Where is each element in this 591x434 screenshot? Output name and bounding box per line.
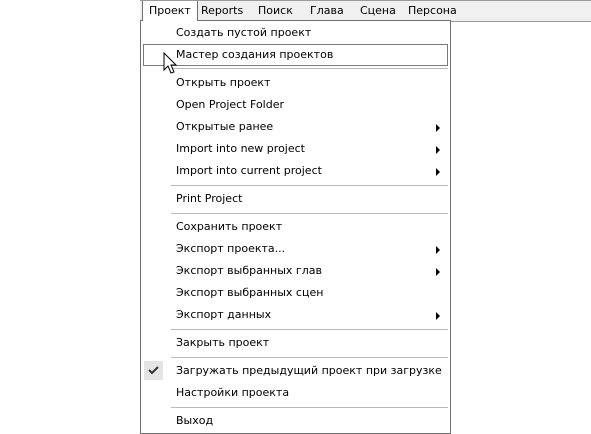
menu-item-label: Open Project Folder [176,98,285,111]
menu-item-label: Import into new project [176,142,305,155]
menu-item-label: Print Project [176,192,243,205]
menu-item-import-current-project[interactable] [141,160,450,182]
menu-item-label: Экспорт выбранных глав [176,264,322,277]
menu-item-label: Экспорт данных [176,308,272,321]
menu-item-open-project-folder[interactable] [141,94,450,116]
project-dropdown-menu [140,20,451,434]
menubar-item-characters[interactable]: Персона [408,4,457,17]
menu-item-label: Открытые ранее [176,120,274,133]
menu-item-export-selected-scenes[interactable] [141,282,450,304]
menubar-item-project[interactable]: Проект [142,0,198,22]
menu-item-label: Экспорт проекта... [176,242,286,255]
menu-item-label: Import into current project [176,164,322,177]
menu-item-label: Экспорт выбранных сцен [176,286,324,299]
submenu-arrow-icon [436,246,440,254]
menu-separator [171,213,448,215]
menubar-item-scene[interactable]: Сцена [360,4,396,17]
menu-separator [171,329,448,331]
menu-item-project-settings[interactable] [141,382,450,404]
menu-bar [140,0,591,22]
menu-item-label: Мастер создания проектов [176,48,334,61]
menu-item-exit[interactable] [141,410,450,432]
menu-item-save-project[interactable] [141,216,450,238]
menu-item-label: Создать пустой проект [176,26,312,39]
menu-item-label: Загружать предыдущий проект при загрузке [176,364,442,377]
menu-item-project-wizard[interactable] [143,44,448,66]
menu-item-print-project[interactable] [141,188,450,210]
menubar-item-search[interactable]: Поиск [258,4,293,17]
menu-item-create-empty-project[interactable] [141,22,450,44]
menu-item-label: Открыть проект [176,76,271,89]
menu-separator [171,407,448,409]
menu-item-export-project[interactable] [141,238,450,260]
menubar-item-reports[interactable]: Reports [201,4,244,17]
submenu-arrow-icon [436,268,440,276]
menu-item-label: Сохранить проект [176,220,283,233]
submenu-arrow-icon [436,168,440,176]
menu-item-load-previous-project[interactable] [141,360,450,382]
checkmark-icon [144,361,163,380]
menu-item-label: Закрыть проект [176,336,270,349]
menu-separator [171,185,448,187]
menu-item-recent-projects[interactable] [141,116,450,138]
arrow-cursor-icon [163,52,177,79]
menu-separator [171,68,448,70]
menu-item-label: Настройки проекта [176,386,290,399]
menu-separator [171,357,448,359]
menu-item-open-project[interactable] [141,72,450,94]
menu-item-export-selected-chapters[interactable] [141,260,450,282]
menu-item-import-new-project[interactable] [141,138,450,160]
menu-item-label: Выход [176,414,214,427]
submenu-arrow-icon [436,124,440,132]
submenu-arrow-icon [436,146,440,154]
menu-item-close-project[interactable] [141,332,450,354]
submenu-arrow-icon [436,312,440,320]
menubar-item-chapter[interactable]: Глава [310,4,344,17]
menu-item-export-data[interactable] [141,304,450,326]
